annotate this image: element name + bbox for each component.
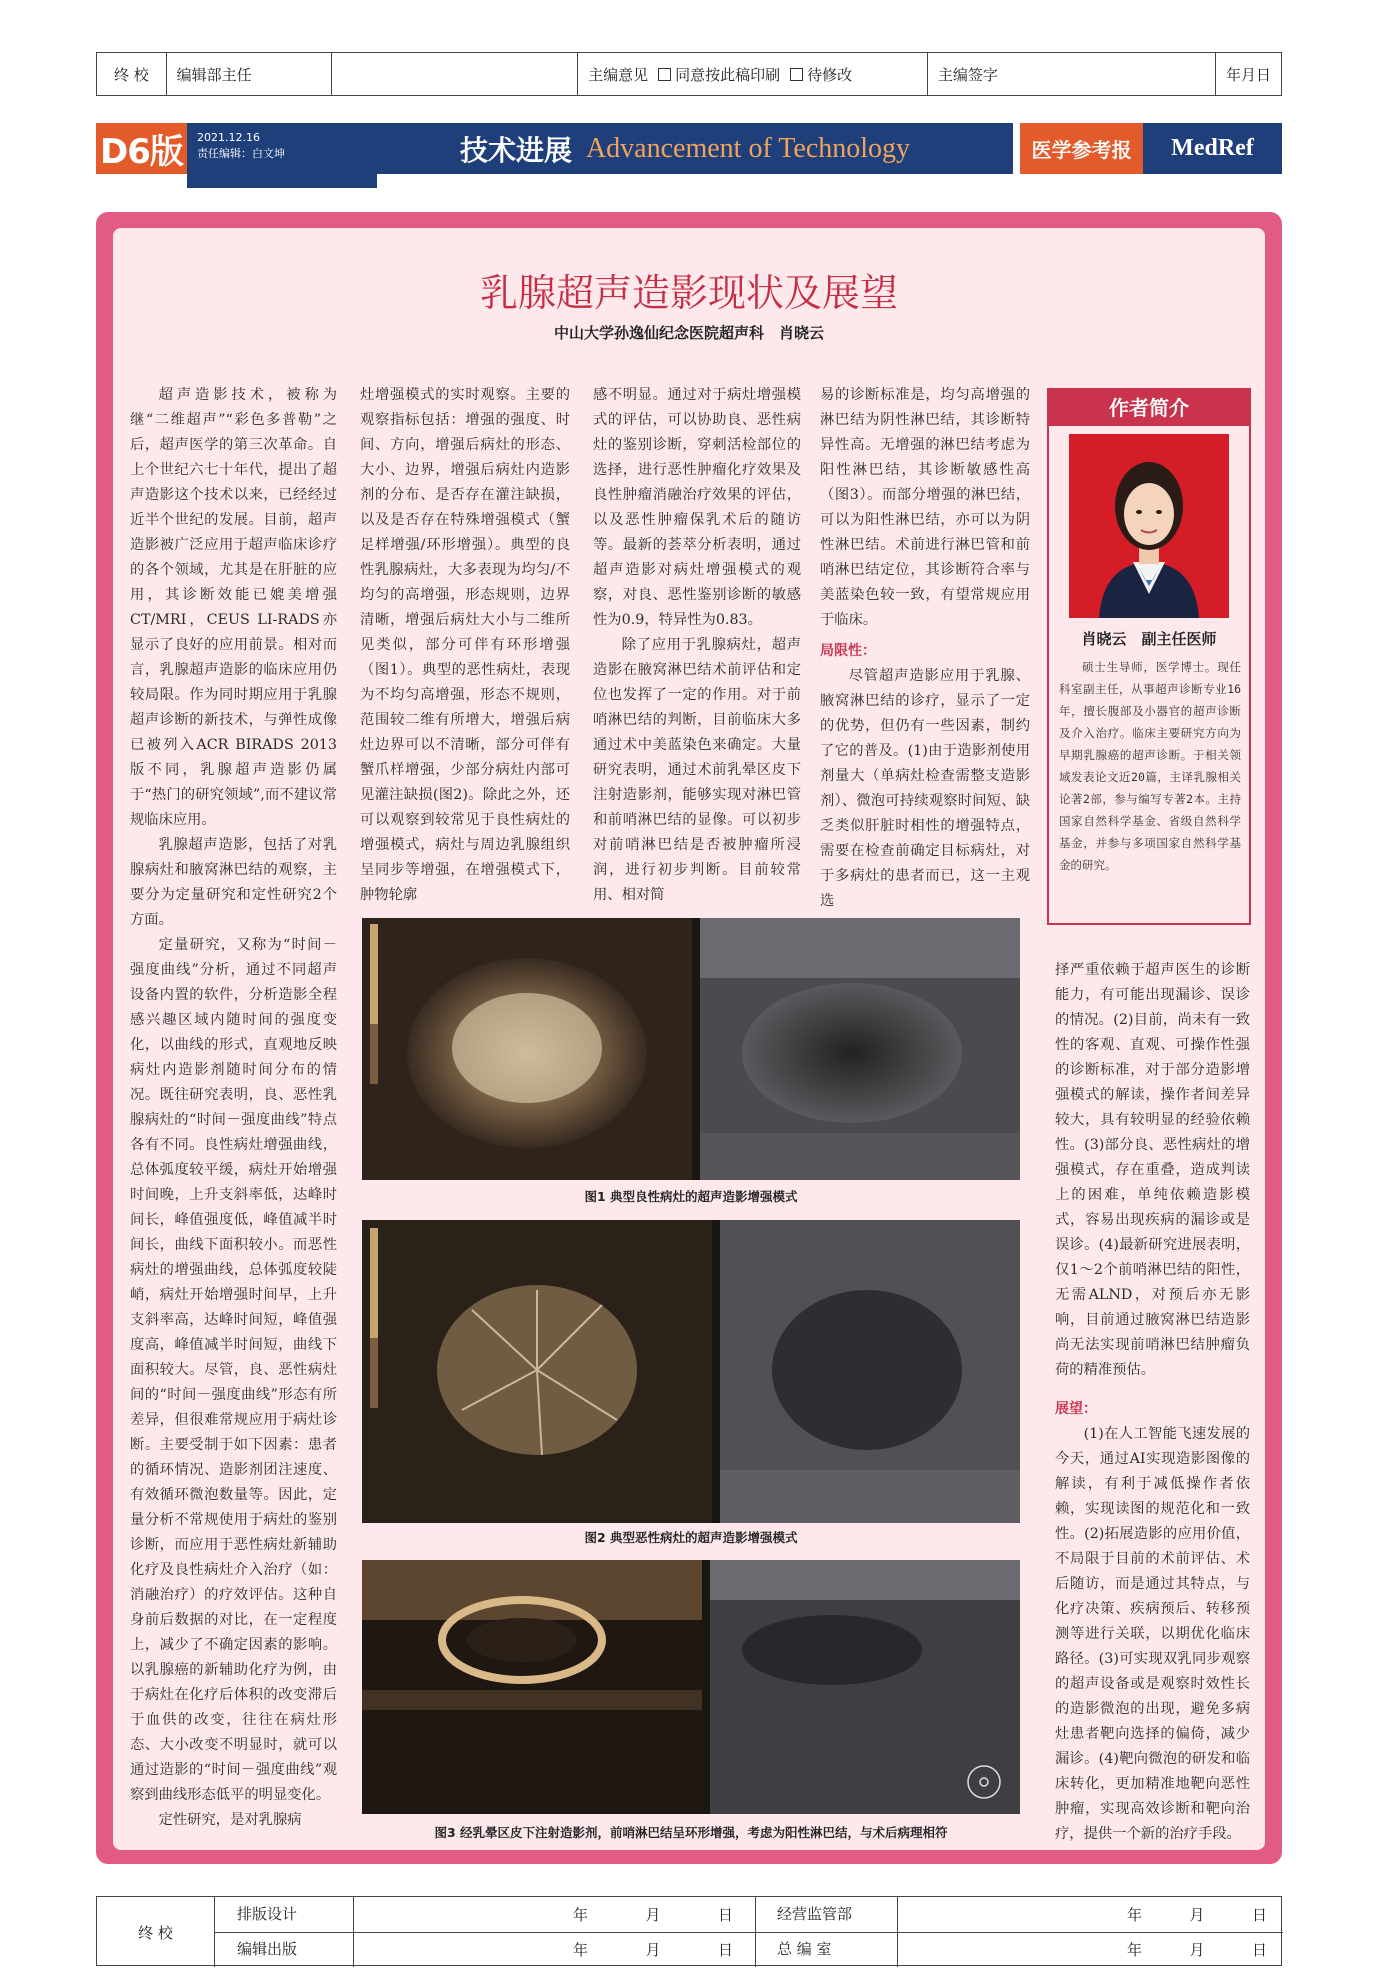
date-day-label: 日 [717,1941,733,1959]
author-bio: 硕士生导师，医学博士。现任科室副主任，从事超声诊断专业16年，擅长腹部及小器官的超声诊断及介入治疗。临床主要研究方向为早期乳腺癌的超声诊断。于相关领域发表论文近20篇，主译乳腺相关论著2部，参与编写专著2本。主持国家自然科学基金、省级自然科学基金，并参与多项国家自然科学基金的研究。 [1059,660,1241,872]
ultrasound-benign-graphic [362,918,1020,1180]
limitations-heading: 局限性： [820,643,876,659]
figure-2-image [362,1220,1020,1523]
author-profile-heading: 作者简介 [1049,390,1249,426]
author-name: 肖晓云 副主任医师 [1081,630,1217,648]
date-month-label: 月 [1189,1906,1205,1924]
final-check-label: 终 校 [97,53,167,95]
chief-sign-label: 主编签字 [928,53,1216,95]
final-check-label-bottom: 终 校 [97,1897,215,1967]
figure-3-caption: 图3 经乳晕区皮下注射造影剂，前哨淋巴结呈环形增强，考虑为阳性淋巴结，与术后病理相符 [434,1825,948,1840]
paragraph: 除了应用于乳腺病灶，超声造影在腋窝淋巴结术前评估和定位也发挥了一定的作用。对于前哨淋巴结的判断，目前临床大多通过术中美蓝染色来确定。大量研究表明，通过术前乳晕区皮下注射造影剂，能够实现对淋巴管和前哨淋巴结的显像。可以初步对前哨淋巴结是否被肿瘤所浸润，进行初步判断。目前较常用、相对简 [593,637,801,903]
proof-bar-top [96,52,1282,96]
paragraph: 易的诊断标准是，均匀高增强的淋巴结为阴性淋巴结，其诊断特异性高。无增强的淋巴结考虑为阳性淋巴结，其诊断敏感性高（图3）。而部分增强的淋巴结，可以为阳性淋巴结，亦可以为阴性淋巴结。术前进行淋巴管和前哨淋巴结定位，其诊断符合率与美蓝染色较一致，有望常规应用于临床。 [820,387,1030,628]
column-divider [353,1897,354,1967]
date-year-label: 年 [573,1906,589,1924]
edit-publish-label: 编辑出版 [237,1940,298,1958]
paragraph: 乳腺超声造影，包括了对乳腺病灶和腋窝淋巴结的观察，主要分为定量研究和定性研究2个方面。 [130,837,337,928]
figure-2-caption: 图2 典型恶性病灶的超声造影增强模式 [584,1530,798,1545]
pending-edit-checkbox[interactable] [790,68,803,81]
editor-director-label: 编辑部主任 [167,53,332,95]
date-month-label: 月 [645,1906,661,1924]
paragraph: 感不明显。通过对于病灶增强模式的评估，可以协助良、恶性病灶的鉴别诊断，穿刺活检部位的选择，进行恶性肿瘤化疗效果及良性肿瘤消融治疗效果的评估，以及恶性肿瘤保乳术后的随访等。最新的荟萃分析表明，通过超声造影对病灶增强模式的观察，对良、恶性鉴别诊断的敏感性为0.9，特异性为0.83。 [593,387,801,628]
paragraph: 定性研究，是对乳腺病 [158,1812,302,1828]
portrait-graphic [1069,434,1229,618]
date-month-label: 月 [1189,1941,1205,1959]
responsible-editor: 责任编辑：白文坤 [197,147,285,160]
ultrasound-lymph-node-graphic [362,1560,1020,1814]
date-month-label: 月 [1240,65,1256,84]
layout-design-label: 排版设计 [237,1905,298,1923]
row-divider [215,1932,1283,1933]
paragraph: 灶增强模式的实时观察。主要的观察指标包括：增强的强度、时间、方向，增强后病灶的形态、大小、边界，增强后病灶内造影剂的分布、是否存在灌注缺损，以及是否存在特殊增强模式（蟹足样增强/环形增强）。典型的良性乳腺病灶，大多表现为均匀/不均匀的高增强，形态规则，边界清晰，增强后病灶大小与二维所见类似，部分可伴有环形增强（图1）。典型的恶性病灶，表现为不均匀高增强，形态不规则，范围较二维有所增大，增强后病灶边界可以不清晰，部分可伴有蟹爪样增强，少部分病灶内部可见灌注缺损(图2)。除此之外，还可以观察到较常见于良性病灶的增强模式，病灶与周边乳腺组织呈同步等增强，在增强模式下，肿物轮廓 [360,387,570,903]
pending-edit-label: 待修改 [807,65,853,84]
article-title: 乳腺超声造影现状及展望 [479,271,898,315]
chief-office-label: 总 编 室 [777,1940,832,1958]
office-date-field[interactable] [1127,1932,1267,1967]
figure-1-caption: 图1 典型良性病灶的超声造影增强模式 [584,1189,798,1204]
date-year-label: 年 [1127,1906,1143,1924]
column-divider [755,1897,756,1967]
chief-opinion-label: 主编意见 [588,65,649,84]
paper-name-zh: 医学参考报 [1020,123,1143,174]
issue-info [187,123,377,188]
paper-name-en: MedRef [1143,123,1282,174]
author-photo [1069,434,1229,618]
article-byline: 中山大学孙逸仙纪念医院超声科 肖晓云 [553,324,824,342]
masthead [96,123,1282,174]
text-column-4 [820,383,1030,908]
issue-date: 2021.12.16 [197,131,260,144]
sign-date-field[interactable] [1216,53,1281,95]
edit-date-field[interactable] [573,1932,733,1967]
date-month-label: 月 [645,1941,661,1959]
date-day-label: 日 [717,1906,733,1924]
figure-3-image [362,1560,1020,1814]
text-column-3 [593,383,801,908]
layout-date-field[interactable] [573,1897,733,1932]
section-title-en: Advancement of Technology [585,132,911,164]
text-column-5 [1055,958,1250,1848]
editor-director-signature-field[interactable] [332,53,578,95]
date-day-label: 日 [1255,65,1271,84]
date-day-label: 日 [1251,1941,1267,1959]
edition-badge: D6版 [96,123,187,174]
ultrasound-malignant-graphic [362,1220,1020,1523]
date-year-label: 年 [1127,1941,1143,1959]
proof-bar-bottom [96,1896,1282,1966]
text-column-2 [360,383,570,908]
paragraph: 尽管超声造影应用于乳腺、腋窝淋巴结的诊疗，显示了一定的优势，但仍有一些因素，制约了它的普及。(1)由于造影剂使用剂量大（单病灶检查需整支造影剂）、微泡可持续观察时间短、缺乏类似肝脏时相性的增强特点，需要在检查前确定目标病灶，对于多病灶的患者而已，这一主观选 [820,668,1030,908]
date-year-label: 年 [1225,65,1241,84]
column-divider [897,1897,898,1967]
paragraph: (1)在人工智能飞速发展的今天，通过AI实现造影图像的解读，有利于减低操作者依赖，实现读图的规范化和一致性。(2)拓展造影的应用价值，不局限于目前的术前评估、术后随访，而是通过其特点，与化疗决策、疾病预后、转移预测等进行关联，以期优化临床路径。(3)可实现双乳同步观察的超声设备或是观察时效性长的造影微泡的出现，避免多病灶患者靶向选择的偏倚，减少漏诊。(4)靶向微泡的研发和临床转化，更加精准地靶向恶性肿瘤，实现高效诊断和靶向治疗，提供一个新的治疗手段。 [1055,1426,1250,1842]
paragraph: 择严重依赖于超声医生的诊断能力，有可能出现漏诊、误诊的情况。(2)目前，尚未有一致性的客观、直观、可操作性强的诊断标准，对于部分造影增强模式的解读，操作者间差异较大，具有较明显的经验依赖性。(3)部分良、恶性病灶的增强模式，存在重叠，造成判读上的困难，单纯依赖造影模式，容易出现疾病的漏诊或是误诊。(4)最新研究进展表明，仅1～2个前哨淋巴结的阳性，无需ALND，对预后亦无影响，目前通过腋窝淋巴结造影尚无法实现前哨淋巴结肿瘤负荷的精准预估。 [1055,962,1250,1378]
figure-1-image [362,918,1020,1180]
agree-print-checkbox[interactable] [658,68,671,81]
agree-print-label: 同意按此稿印刷 [675,65,781,84]
ops-dept-label: 经营监管部 [777,1905,853,1923]
date-year-label: 年 [573,1941,589,1959]
ops-date-field[interactable] [1127,1897,1267,1932]
paragraph: 超声造影技术，被称为继“二维超声”“彩色多普勒”之后，超声医学的第三次革命。自上个世纪六七十年代，提出了超声造影这个技术以来，已经经过近半个世纪的发展。目前，超声造影被广泛应用于超声临床诊疗的各个领域，尤其是在肝脏的应用，其诊断效能已媲美增强CT/MRI，CEUS LI-RADS亦显示了良好的应用前景。相对而言，乳腺超声造影的临床应用仍较局限。作为同时期应用于乳腺超声诊断的新技术，与弹性成像已被列入ACR BIRADS 2013版不同，乳腺超声造影仍属于“热门的研究领域”,而不建议常规临床应用。 [130,387,337,828]
section-title-zh: 技术进展 [459,133,572,167]
date-day-label: 日 [1251,1906,1267,1924]
text-column-1 [130,383,337,1843]
section-title [357,123,1013,174]
outlook-heading: 展望： [1055,1401,1097,1417]
author-profile-box [1047,388,1251,925]
paragraph: 定量研究，又称为“时间－强度曲线”分析，通过不同超声设备内置的软件，分析造影全程感兴趣区域内随时间的强度变化，以曲线的形式，直观地反映病灶内造影剂随时间分布的情况。既往研究表明，良、恶性乳腺病灶的“时间－强度曲线”特点各有不同。良性病灶增强曲线，总体弧度较平缓，病灶开始增强时间晚，上升支斜率低，达峰时间长，峰值强度低，峰值减半时间长，曲线下面积较小。而恶性病灶的增强曲线，总体弧度较陡峭，病灶开始增强时间早，上升支斜率高，达峰时间短，峰值强度高，峰值减半时间短，曲线下面积较大。尽管，良、恶性病灶间的“时间－强度曲线”形态有所差异，但很难常规应用于病灶诊断。主要受制于如下因素：患者的循环情况、造影剂团注速度、有效循环微泡数量等。因此，定量分析不常规使用于病灶的鉴别诊断，而应用于恶性病灶新辅助化疗及良性病灶介入治疗（如：消融治疗）的疗效评估。这种自身前后数据的对比，在一定程度上，减少了不确定因素的影响。以乳腺癌的新辅助化疗为例，由于病灶在化疗后体积的改变滞后于血供的改变，往往在病灶形态、大小改变不明显时，就可以通过造影的“时间－强度曲线”观察到曲线形态低平的明显变化。 [130,937,337,1803]
